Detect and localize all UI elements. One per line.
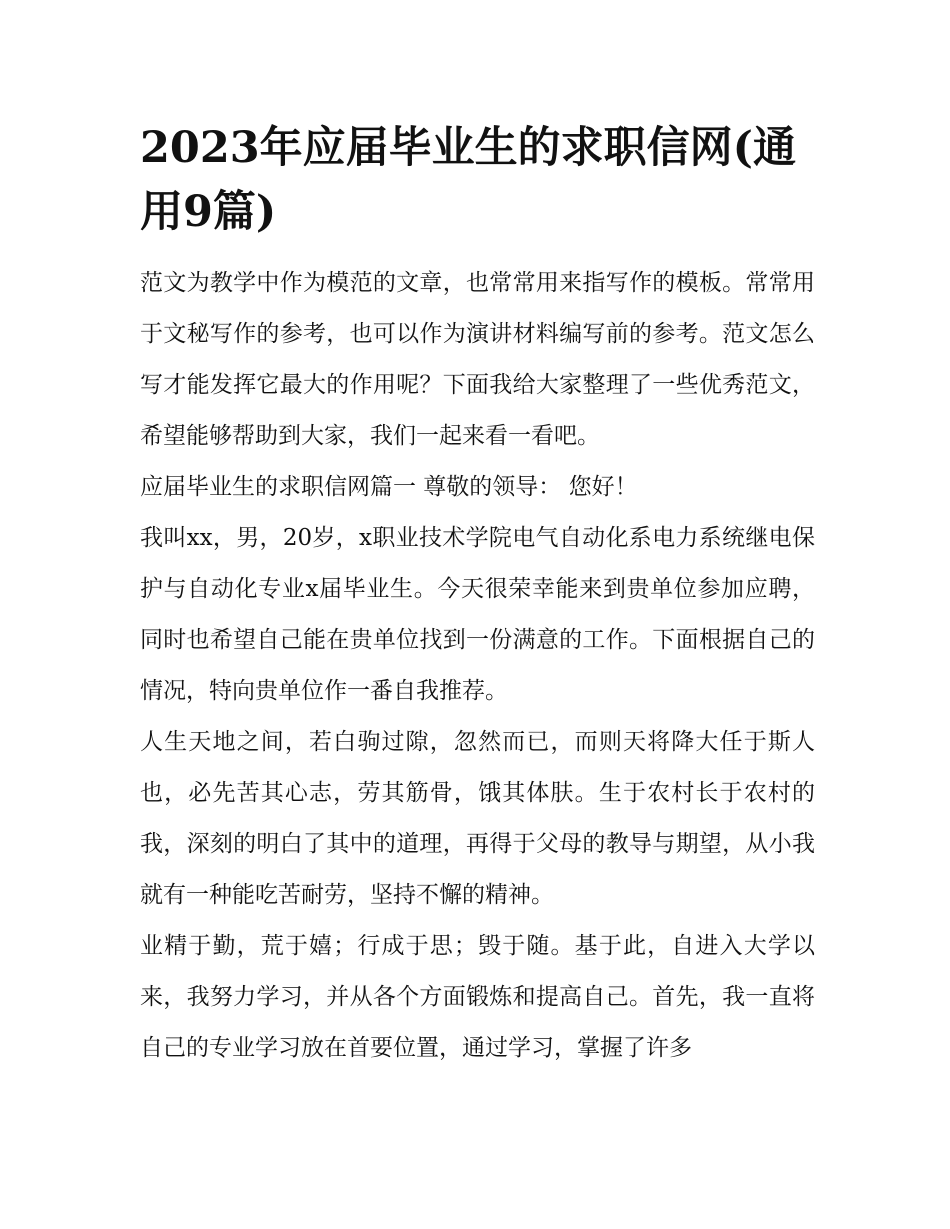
paragraph-self-intro: 我叫xx，男，20岁，x职业技术学院电气自动化系电力系统继电保护与自动化专业x届毕业生。今天很荣幸能来到贵单位参加应聘，同时也希望自己能在贵单位找到一份满意的工作。下面根据自己的情况，特向贵单位作一番自我推荐。 [140,525,815,704]
document-page [140,116,815,1074]
paragraph-salutation: 应届毕业生的求职信网篇一 尊敬的领导： 您好！ [140,474,638,500]
paragraph-intro: 范文为教学中作为模范的文章，也常常用来指写作的模板。常常用于文秘写作的参考，也可以作为演讲材料编写前的参考。范文怎么写才能发挥它最大的作用呢？下面我给大家整理了一些优秀范文，希望能够帮助到大家，我们一起来看一看吧。 [140,270,815,449]
document-title: 2023年应届毕业生的求职信网(通用9篇) [140,123,797,237]
paragraph-study: 业精于勤，荒于嬉；行成于思；毁于随。基于此，自进入大学以来，我努力学习，并从各个方面锻炼和提高自己。首先，我一直将自己的专业学习放在首要位置，通过学习，掌握了许多 [140,933,815,1061]
paragraph-background: 人生天地之间，若白驹过隙，忽然而已，而则天将降大任于斯人也，必先苦其心志，劳其筋骨，饿其体肤。生于农村长于农村的我，深刻的明白了其中的道理，再得于父母的教导与期望，从小我就有一种能吃苦耐劳，坚持不懈的精神。 [140,729,815,908]
document-body [140,258,815,1074]
